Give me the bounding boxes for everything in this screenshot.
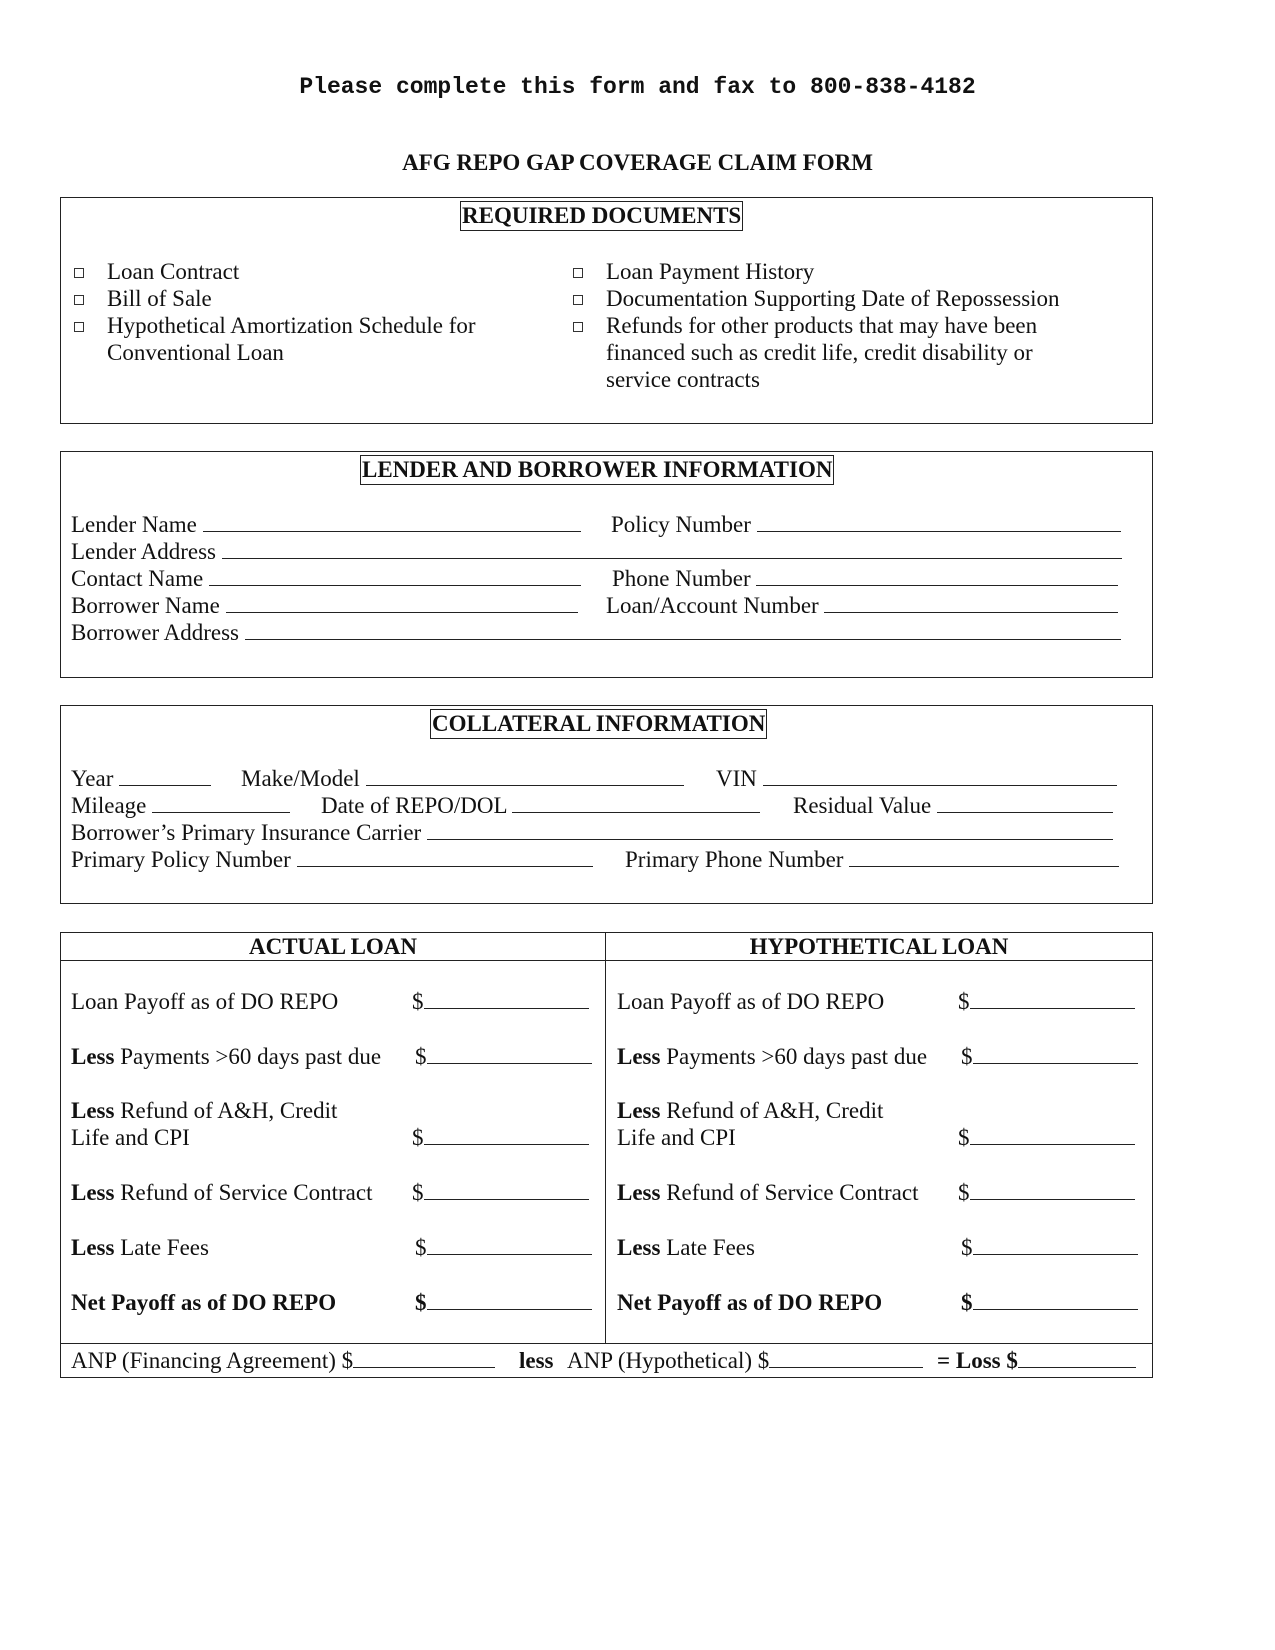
hypo-late-fees-field[interactable] [973,1235,1138,1255]
doc-amortization-line2: Conventional Loan [107,340,284,365]
checkbox-amortization-schedule[interactable] [74,322,84,332]
form-title: AFG REPO GAP COVERAGE CLAIM FORM [402,150,873,175]
borrower-name-row [71,592,578,619]
anp-hypothetical-label: ANP (Hypothetical) $ [567,1348,770,1373]
vin-label: VIN [716,766,757,791]
checkbox-refunds-other-products[interactable] [573,322,583,332]
contact-name-label: Contact Name [71,566,204,591]
policy-number-row [611,511,1121,538]
vin-row [716,765,1117,792]
make-model-label: Make/Model [241,766,360,791]
actual-refund-ah-field[interactable] [424,1125,589,1145]
borrower-address-field[interactable] [245,620,1121,640]
actual-late-fees-label [71,1234,209,1261]
doc-bill-of-sale: Bill of Sale [107,286,212,311]
actual-payoff-amount [412,988,589,1015]
actual-late-fees-field[interactable] [427,1235,592,1255]
borrower-name-field[interactable] [226,593,578,613]
payments-past-due-text: Payments >60 days past due [120,1044,382,1069]
actual-refund-ah-label-2: Life and CPI [71,1125,190,1150]
primary-phone-number-label: Primary Phone Number [625,847,844,872]
hypothetical-loan-heading: HYPOTHETICAL LOAN [749,934,1009,959]
hypo-refund-ah-label-2: Life and CPI [617,1125,736,1150]
refund-ah-text: Refund of A&H, Credit [666,1098,884,1123]
lender-address-row [71,538,1122,565]
loss-row [937,1347,1136,1374]
hypo-payments-past-due-amount [961,1043,1138,1070]
contact-name-row [71,565,581,592]
hypo-payoff-amount [958,988,1135,1015]
year-label: Year [71,766,114,791]
dollar-sign: $ [415,1044,427,1069]
less-label: Less [71,1235,115,1260]
lender-name-row [71,511,581,538]
required-documents-heading: REQUIRED DOCUMENTS [460,201,743,231]
actual-refund-service-amount [412,1179,589,1206]
less-label: Less [617,1044,661,1069]
loss-label: = Loss $ [937,1348,1018,1373]
loss-field[interactable] [1018,1348,1136,1368]
hypo-late-fees-amount [961,1234,1138,1261]
make-model-field[interactable] [366,766,684,786]
primary-phone-number-row [625,846,1119,873]
checkbox-bill-of-sale[interactable] [74,295,84,305]
hypo-refund-service-amount [958,1179,1135,1206]
less-label: Less [617,1180,661,1205]
checkbox-repossession-date[interactable] [573,295,583,305]
date-repo-field[interactable] [512,793,760,813]
loan-account-number-row [606,592,1118,619]
lender-address-label: Lender Address [71,539,216,564]
primary-phone-number-field[interactable] [849,847,1119,867]
year-row [71,765,211,792]
hypo-refund-service-label [617,1179,918,1206]
fax-instruction: Please complete this form and fax to 800-838-4182 [299,74,976,100]
dollar-sign: $ [961,1290,973,1315]
dollar-sign: $ [412,1125,424,1150]
anp-financing-field[interactable] [353,1348,495,1368]
actual-refund-ah-amount [412,1124,589,1151]
hypo-payments-past-due-field[interactable] [973,1044,1138,1064]
doc-payment-history: Loan Payment History [606,259,815,284]
dollar-sign: $ [412,1180,424,1205]
doc-refunds-line2: financed such as credit life, credit disability or [606,340,1033,365]
primary-policy-number-label: Primary Policy Number [71,847,291,872]
less-operator: less [519,1348,554,1373]
dollar-sign: $ [961,1044,973,1069]
lender-name-label: Lender Name [71,512,197,537]
actual-loan-heading: ACTUAL LOAN [248,934,418,959]
residual-value-row [793,792,1113,819]
doc-loan-contract: Loan Contract [107,259,240,284]
dollar-sign: $ [958,989,970,1014]
table-header-divider [60,960,1153,961]
actual-late-fees-amount [415,1234,592,1261]
actual-net-payoff-label: Net Payoff as of DO REPO [71,1290,337,1315]
insurance-carrier-field[interactable] [427,820,1113,840]
anp-hypothetical-row [567,1347,923,1374]
borrower-address-row [71,619,1121,646]
dollar-sign: $ [412,989,424,1014]
loan-account-number-field[interactable] [824,593,1118,613]
lender-borrower-heading: LENDER AND BORROWER INFORMATION [360,455,834,485]
primary-policy-number-field[interactable] [297,847,593,867]
doc-refunds-line1: Refunds for other products that may have been [606,313,1038,338]
table-footer-divider [60,1343,1153,1344]
actual-payoff-field[interactable] [424,989,589,1009]
anp-financing-label: ANP (Financing Agreement) $ [71,1348,354,1373]
anp-financing-row [71,1347,495,1374]
hypo-net-payoff-field[interactable] [973,1290,1138,1310]
vin-field[interactable] [763,766,1117,786]
less-label: Less [71,1180,115,1205]
table-column-divider [605,932,606,1344]
borrower-address-label: Borrower Address [71,620,239,645]
anp-hypothetical-field[interactable] [769,1348,923,1368]
phone-number-field[interactable] [756,566,1118,586]
late-fees-text: Late Fees [120,1235,209,1260]
date-repo-label: Date of REPO/DOL [321,793,507,818]
date-repo-row [321,792,760,819]
dollar-sign: $ [415,1290,427,1315]
hypo-net-payoff-amount [961,1289,1138,1316]
checkbox-loan-contract[interactable] [74,268,84,278]
loan-account-number-label: Loan/Account Number [606,593,819,618]
doc-refunds-line3: service contracts [606,367,760,392]
hypo-refund-ah-label [617,1097,883,1124]
hypo-payoff-label: Loan Payoff as of DO REPO [617,989,885,1014]
actual-payments-past-due-field[interactable] [427,1044,592,1064]
checkbox-payment-history[interactable] [573,268,583,278]
dollar-sign: $ [958,1125,970,1150]
phone-number-row [612,565,1118,592]
make-model-row [241,765,684,792]
doc-repossession-date: Documentation Supporting Date of Repossession [606,286,1060,311]
hypo-payments-past-due-label [617,1043,927,1070]
mileage-row [71,792,290,819]
hypo-net-payoff-label: Net Payoff as of DO REPO [617,1290,883,1315]
actual-net-payoff-amount [415,1289,592,1316]
hypo-refund-service-field[interactable] [970,1180,1135,1200]
residual-value-label: Residual Value [793,793,932,818]
actual-payments-past-due-amount [415,1043,592,1070]
dollar-sign: $ [961,1235,973,1260]
refund-ah-text: Refund of A&H, Credit [120,1098,338,1123]
actual-payments-past-due-label [71,1043,381,1070]
hypo-refund-ah-amount [958,1124,1135,1151]
policy-number-label: Policy Number [611,512,751,537]
phone-number-label: Phone Number [612,566,751,591]
doc-amortization-line1: Hypothetical Amortization Schedule for [107,313,476,338]
year-field[interactable] [119,766,211,786]
collateral-heading: COLLATERAL INFORMATION [430,709,767,739]
lender-address-field[interactable] [222,539,1122,559]
mileage-field[interactable] [152,793,290,813]
payments-past-due-text: Payments >60 days past due [666,1044,928,1069]
borrower-name-label: Borrower Name [71,593,220,618]
insurance-carrier-label: Borrower’s Primary Insurance Carrier [71,820,422,845]
refund-service-text: Refund of Service Contract [120,1180,373,1205]
primary-policy-number-row [71,846,593,873]
less-label: Less [617,1098,661,1123]
actual-refund-ah-label [71,1097,337,1124]
actual-net-payoff-field[interactable] [427,1290,592,1310]
refund-service-text: Refund of Service Contract [666,1180,919,1205]
insurance-carrier-row [71,819,1113,846]
less-label: Less [71,1044,115,1069]
mileage-label: Mileage [71,793,147,818]
dollar-sign: $ [415,1235,427,1260]
actual-refund-service-label [71,1179,372,1206]
less-label: Less [71,1098,115,1123]
residual-value-field[interactable] [937,793,1113,813]
hypo-refund-ah-field[interactable] [970,1125,1135,1145]
less-label: Less [617,1235,661,1260]
hypo-late-fees-label [617,1234,755,1261]
policy-number-field[interactable] [757,512,1121,532]
dollar-sign: $ [958,1180,970,1205]
lender-name-field[interactable] [203,512,581,532]
hypo-payoff-field[interactable] [970,989,1135,1009]
actual-refund-service-field[interactable] [424,1180,589,1200]
late-fees-text: Late Fees [666,1235,755,1260]
contact-name-field[interactable] [209,566,581,586]
actual-payoff-label: Loan Payoff as of DO REPO [71,989,339,1014]
